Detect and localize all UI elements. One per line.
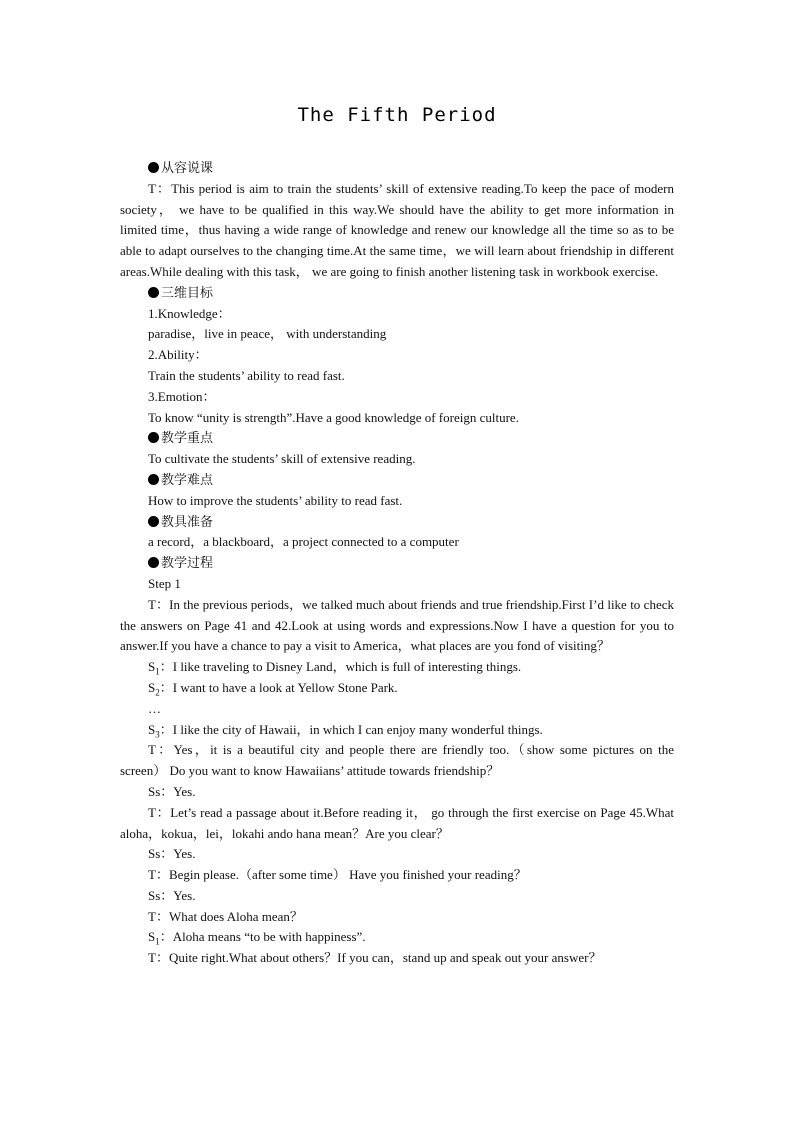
dialogue-line: Ss：Yes.: [148, 846, 196, 862]
bullet-icon: [148, 287, 159, 298]
section-heading-cong-rong: 从容说课: [120, 158, 674, 179]
dialogue-line: Ss：Yes.: [148, 887, 196, 903]
goal-emotion-label: 3.Emotion：: [148, 388, 216, 404]
dialogue-line: $S_1$：I like traveling to Disney Land，which is full of interesting things.: [148, 659, 522, 677]
dialogue-line: $S_3$：I like the city of Hawaii，in which I can enjoy many wonderful things.: [148, 721, 543, 740]
goal-emotion-text: To know “unity is strength”.Have a good knowledge of foreign culture.: [148, 409, 519, 425]
document-title: The Fifth Period: [297, 104, 497, 126]
ellipsis-line: …: [148, 700, 161, 716]
section-heading-goals: 三维目标: [120, 283, 674, 304]
dialogue-line: T：Begin please.（after some time） Have you finished your reading？: [148, 867, 527, 883]
section-heading-key-points: 教学重点: [120, 428, 674, 449]
goal-ability-text: Train the students’ ability to read fast.: [148, 367, 345, 383]
step-label: Step 1: [148, 575, 181, 591]
bullet-icon: [148, 516, 159, 527]
dialogue-line: $S_2$：I want to have a look at Yellow Stone Park.: [148, 679, 398, 698]
paragraph-cong-rong: T：This period is aim to train the students’ skill of extensive reading.To keep the pace of modern society， we have to be qualified in this way.We should have the ability to get more information in limited time，thus having a wide range of knowledge and renew our knowledge all the time so as to be able to adapt ourselves to the changing time.At the same time，we will learn about friendship in different areas.While dealing with this task， we are going to finish another listening task in workbook exercise.: [120, 180, 674, 279]
dialogue-line: T：Quite right.What about others？If you can，stand up and speak out your answer？: [148, 950, 602, 966]
dialogue-line: T：Yes，it is a beautiful city and people there are friendly too.（show some pictures on the screen） Do you want to know Hawaiians’ attitude towards friendship？: [120, 742, 674, 779]
goal-knowledge-text: paradise，live in peace， with understanding: [148, 326, 387, 342]
dialogue-line: T：In the previous periods，we talked much about friends and true friendship.First I’d like to check the answers on Page 41 and 42.Look at using words and expressions.Now I have a question for you to answer.If you have a chance to pay a visit to America，what places are you fond of visiting？: [120, 596, 674, 654]
section-heading-difficulties: 教学难点: [120, 470, 674, 491]
section-heading-process: 教学过程: [120, 553, 674, 574]
goal-knowledge-label: 1.Knowledge：: [148, 305, 231, 321]
bullet-icon: [148, 432, 159, 443]
document-body: [120, 158, 674, 969]
section-heading-aids: 教具准备: [120, 512, 674, 533]
bullet-icon: [148, 557, 159, 568]
bullet-icon: [148, 162, 159, 173]
bullet-icon: [148, 474, 159, 485]
difficulties-text: How to improve the students’ ability to read fast.: [148, 492, 403, 508]
key-points-text: To cultivate the students’ skill of extensive reading.: [148, 451, 416, 467]
dialogue-line: T：Let’s read a passage about it.Before reading it， go through the first exercise on Page 45.What aloha，kokua，lei，lokahi ando hana mean？Are you clear？: [120, 804, 674, 841]
goal-ability-label: 2.Ability：: [148, 347, 208, 363]
dialogue-line: T：What does Aloha mean？: [148, 908, 303, 924]
dialogue-line: $S_1$：Aloha means “to be with happiness”.: [148, 929, 366, 948]
dialogue-line: Ss：Yes.: [148, 783, 196, 799]
aids-text: a record，a blackboard，a project connected to a computer: [148, 534, 459, 550]
